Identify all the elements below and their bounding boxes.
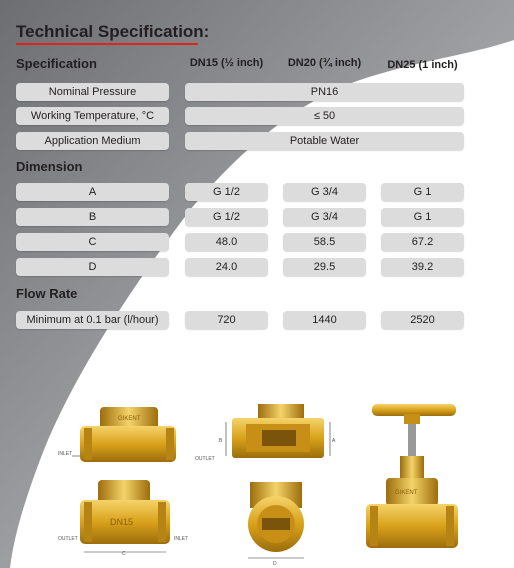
dimension-a-dn15: G 1/2 <box>185 183 268 201</box>
dim-a-label: A <box>332 438 336 444</box>
dimension-label-d: D <box>16 258 169 276</box>
dimension-label-c: C <box>16 233 169 251</box>
inlet-label-bottom: INLET <box>174 536 189 542</box>
body-marking-dn15: DN15 <box>110 517 134 527</box>
dimension-label-b: B <box>16 208 169 226</box>
spec-value-application-medium: Potable Water <box>185 132 464 150</box>
spec-value-nominal-pressure: PN16 <box>185 83 464 101</box>
tee-side-view-drawing <box>58 407 176 462</box>
dimension-a-dn20: G 3/4 <box>283 183 366 201</box>
dim-c-label: C <box>122 551 126 557</box>
flow-label-minimum: Minimum at 0.1 bar (l/hour) <box>16 311 169 329</box>
dimension-d-dn25: 39.2 <box>381 258 464 276</box>
tee-section-view-drawing <box>195 404 336 462</box>
column-header-dn20: DN20 (¾ inch) <box>287 57 362 69</box>
dimension-c-dn25: 67.2 <box>381 233 464 251</box>
tee-end-view-drawing <box>248 482 304 567</box>
outlet-label-bottom: OUTLET <box>58 536 78 542</box>
dimension-d-dn20: 29.5 <box>283 258 366 276</box>
flow-dn20: 1440 <box>283 311 366 329</box>
dimension-c-dn15: 48.0 <box>185 233 268 251</box>
section-specification: Specification <box>16 56 97 71</box>
page-title: Technical Specification: <box>16 22 210 41</box>
inlet-label-top: INLET <box>58 451 73 457</box>
column-header-dn25: DN25 (1 inch) <box>387 59 458 71</box>
tee-front-view-drawing <box>58 480 188 557</box>
brand-marking-valve: GIKENT <box>395 490 418 496</box>
spec-label-application-medium: Application Medium <box>16 132 169 150</box>
section-dimension: Dimension <box>16 159 83 174</box>
section-flow-rate: Flow Rate <box>16 286 78 301</box>
dimension-label-a: A <box>16 183 169 201</box>
dimension-b-dn25: G 1 <box>381 208 464 226</box>
dimension-b-dn15: G 1/2 <box>185 208 268 226</box>
dim-d-label: D <box>273 561 277 567</box>
spec-value-working-temperature: ≤ 50 <box>185 107 464 125</box>
dimension-a-dn25: G 1 <box>381 183 464 201</box>
dimension-c-dn20: 58.5 <box>283 233 366 251</box>
spec-label-working-temperature: Working Temperature, °C <box>16 107 169 125</box>
flow-dn15: 720 <box>185 311 268 329</box>
outlet-label-top: OUTLET <box>195 456 215 462</box>
dim-b-label: B <box>219 438 223 444</box>
flow-dn25: 2520 <box>381 311 464 329</box>
spec-label-nominal-pressure: Nominal Pressure <box>16 83 169 101</box>
dimension-b-dn20: G 3/4 <box>283 208 366 226</box>
stop-valve-drawing <box>366 404 458 548</box>
column-header-dn15: DN15 (½ inch) <box>189 57 264 69</box>
dimension-d-dn15: 24.0 <box>185 258 268 276</box>
brand-marking-top: GIKENT <box>118 416 141 422</box>
